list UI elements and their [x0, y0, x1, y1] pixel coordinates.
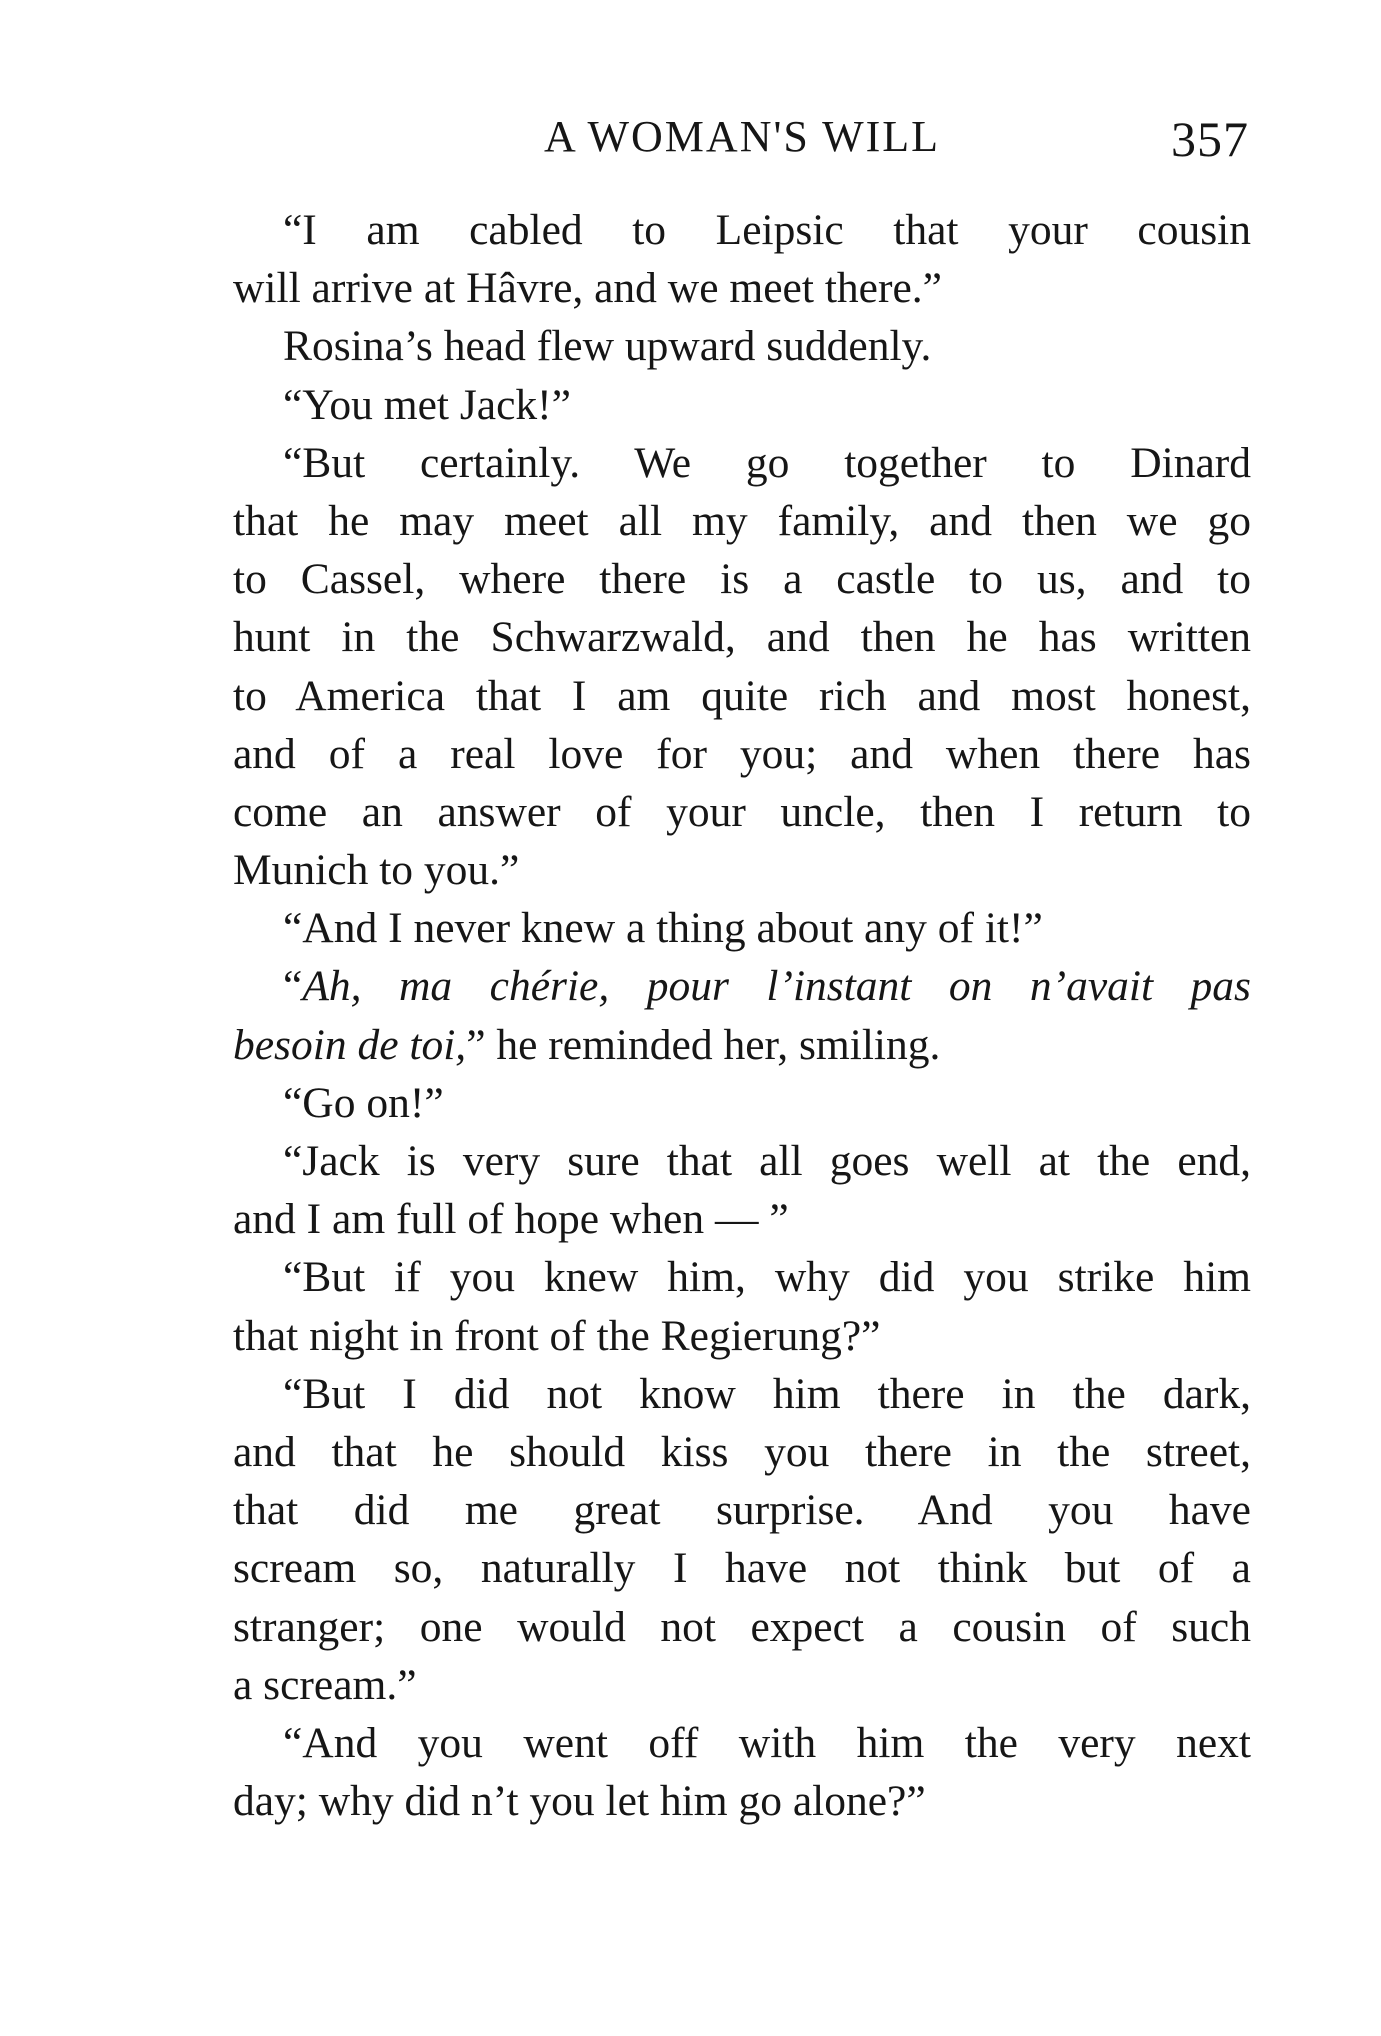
- text-line: “And you went off with him the very next: [283, 1718, 1251, 1767]
- text-line: that night in front of the Regierung?”: [233, 1311, 881, 1360]
- text-line: a scream.”: [233, 1660, 417, 1709]
- text-line: stranger; one would not expect a cousin of such: [233, 1602, 1251, 1651]
- text-segment: ” he reminded her, smiling.: [466, 1020, 941, 1069]
- text-line: day; why did n’t you let him go alone?”: [233, 1777, 926, 1826]
- text-line: “You met Jack!”: [283, 380, 571, 429]
- text-line: “But I did not know him there in the dark,: [283, 1369, 1251, 1418]
- text-line: Munich to you.”: [233, 846, 520, 895]
- text-line: “But if you knew him, why did you strike him: [283, 1253, 1251, 1302]
- text-line: “I am cabled to Leipsic that your cousin: [283, 206, 1251, 254]
- text-line: “Go on!”: [283, 1078, 444, 1127]
- body-text: [233, 201, 1251, 1830]
- text-line: come an answer of your uncle, then I return to: [233, 787, 1251, 836]
- page-header: [233, 104, 1251, 174]
- text-line: scream so, naturally I have not think but of a: [233, 1544, 1251, 1593]
- text-line: to Cassel, where there is a castle to us, and to: [233, 555, 1251, 604]
- text-line: “And I never knew a thing about any of it!”: [283, 904, 1043, 953]
- text-segment: “: [283, 962, 303, 1011]
- text-line: [233, 1016, 1251, 1074]
- italic-text: Ah, ma chérie, pour l’instant on n’avait pas: [302, 962, 1251, 1011]
- text-line: “Jack is very sure that all goes well at the end,: [283, 1137, 1251, 1185]
- text-line: “But certainly. We go together to Dinard: [283, 438, 1251, 487]
- text-line: that did me great surprise. And you have: [233, 1486, 1251, 1535]
- text-line: Rosina’s head flew upward suddenly.: [283, 322, 932, 371]
- text-line: and of a real love for you; and when there has: [233, 729, 1251, 778]
- text-line: will arrive at Hâvre, and we meet there.”: [233, 264, 942, 313]
- text-line: and that he should kiss you there in the street,: [233, 1427, 1251, 1476]
- running-title: A WOMAN'S WILL: [543, 112, 941, 161]
- text-line: hunt in the Schwarzwald, and then he has written: [233, 613, 1251, 662]
- text-line: [233, 957, 1251, 1015]
- italic-text: besoin de toi,: [233, 1020, 467, 1069]
- text-line: that he may meet all my family, and then we go: [233, 496, 1251, 545]
- page-number: 357: [1171, 111, 1249, 167]
- text-line: to America that I am quite rich and most honest,: [233, 671, 1251, 720]
- text-line: and I am full of hope when — ”: [233, 1195, 789, 1244]
